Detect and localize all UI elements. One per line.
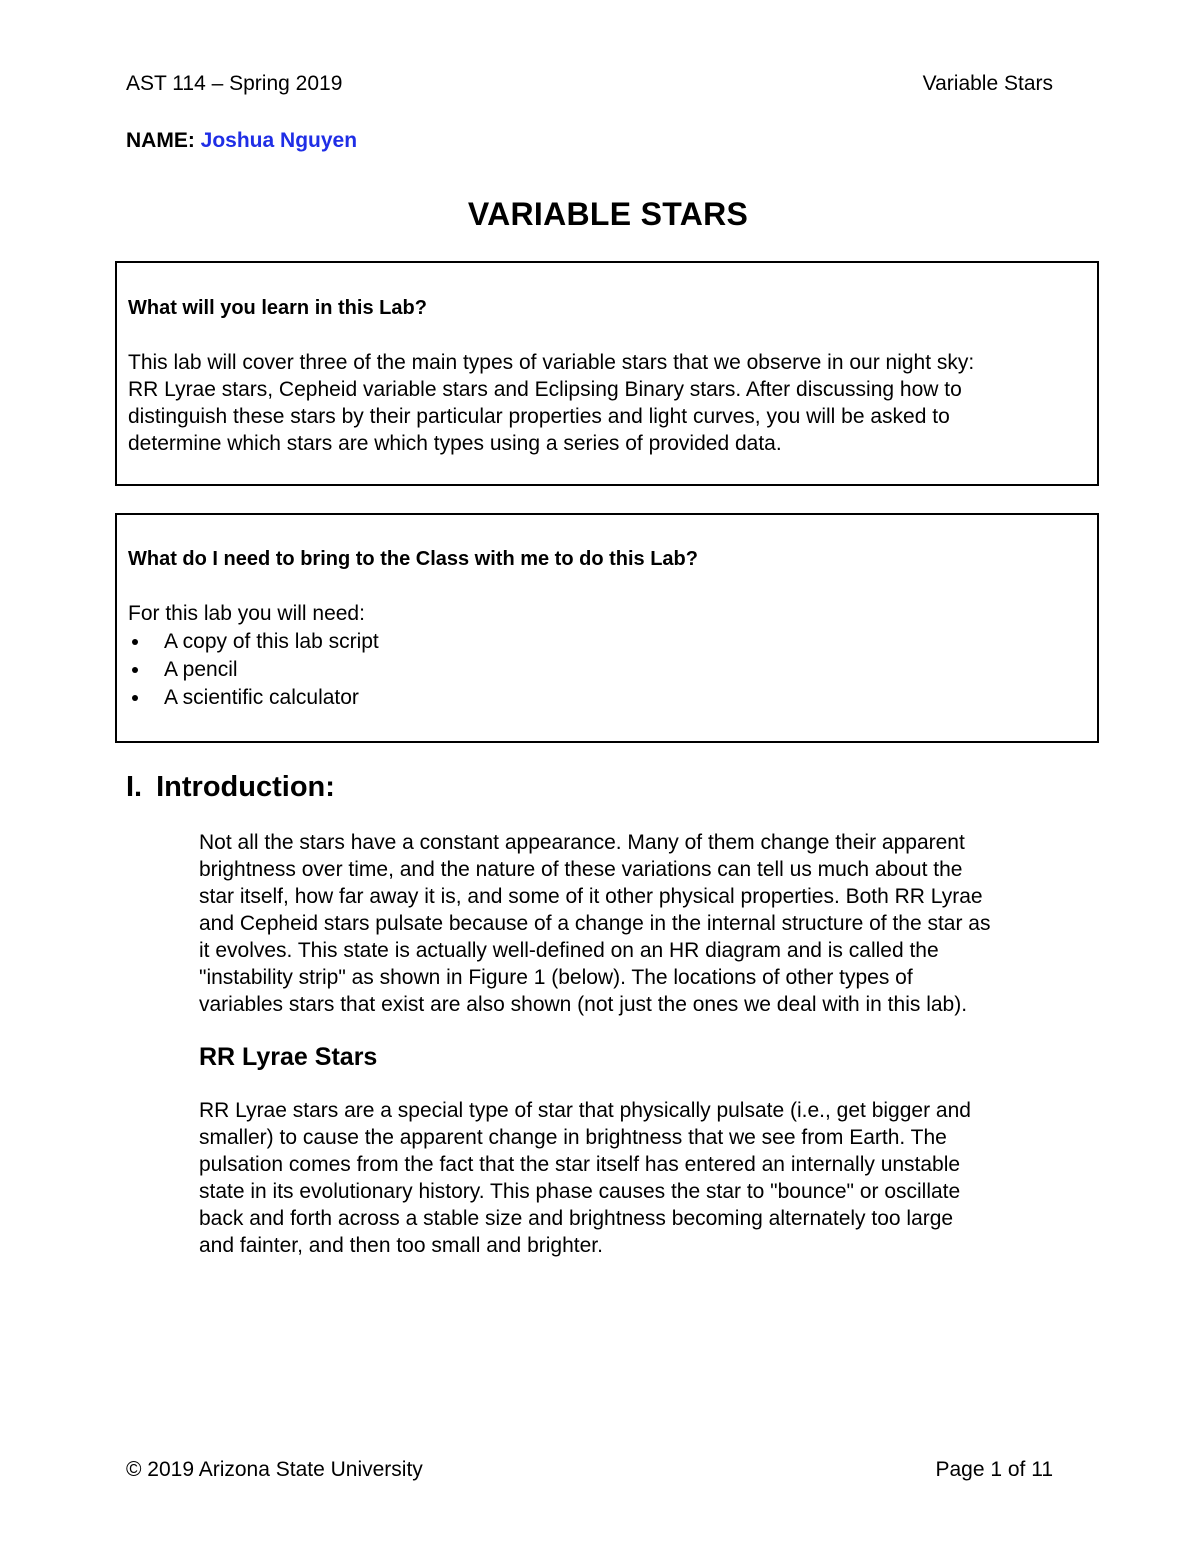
paragraph-line: smaller) to cause the apparent change in brightness that we see from Earth. The — [199, 1126, 947, 1149]
subsection-heading: RR Lyrae Stars — [199, 1043, 378, 1071]
learn-box-text — [128, 349, 1093, 457]
list-item-text: A copy of this lab script — [164, 630, 379, 653]
header-course: AST 114 – Spring 2019 — [126, 72, 343, 95]
paragraph-line: RR Lyrae stars are a special type of star that physically pulsate (i.e., get bigger and — [199, 1099, 971, 1122]
name-value: Joshua Nguyen — [200, 129, 358, 152]
name-line — [126, 128, 357, 154]
paragraph-line: and Cepheid stars pulsate because of a change in the internal structure of the star as — [199, 912, 991, 935]
learn-line: This lab will cover three of the main types of variable stars that we observe in our night sky: — [128, 351, 975, 374]
bullet-icon — [132, 695, 138, 701]
paragraph-line: it evolves. This state is actually well-defined on an HR diagram and is called the — [199, 939, 939, 962]
introduction-paragraph — [199, 829, 1099, 1018]
footer-page-number: Page 1 of 11 — [935, 1458, 1053, 1481]
bring-box-heading: What do I need to bring to the Class with me to do this Lab? — [128, 548, 698, 570]
paragraph-line: star itself, how far away it is, and some of it other physical properties. Both RR Lyrae — [199, 885, 983, 908]
paragraph-line: state in its evolutionary history. This phase causes the star to "bounce" or oscillate — [199, 1180, 961, 1203]
paragraph-line: "instability strip" as shown in Figure 1 (below). The locations of other types of — [199, 966, 913, 989]
bring-box — [115, 513, 1099, 743]
header-topic: Variable Stars — [922, 72, 1053, 95]
footer-copyright: © 2019 Arizona State University — [126, 1458, 423, 1481]
list-item — [128, 628, 379, 656]
section-number: I. — [126, 771, 143, 803]
list-item — [128, 656, 379, 684]
list-item-text: A scientific calculator — [164, 686, 359, 709]
paragraph-line: and fainter, and then too small and brighter. — [199, 1234, 603, 1257]
paragraph-line: brightness over time, and the nature of these variations can tell us much about the — [199, 858, 963, 881]
bullet-icon — [132, 639, 138, 645]
paragraph-line: variables stars that exist are also shown (not just the ones we deal with in this lab). — [199, 993, 968, 1016]
bring-list — [128, 628, 379, 712]
learn-line: distinguish these stars by their particular properties and light curves, you will be asked to — [128, 405, 950, 428]
list-item — [128, 684, 379, 712]
bullet-icon — [132, 667, 138, 673]
bring-box-intro: For this lab you will need: — [128, 602, 365, 625]
paragraph-line: pulsation comes from the fact that the star itself has entered an internally unstable — [199, 1153, 961, 1176]
paragraph-line: Not all the stars have a constant appearance. Many of them change their apparent — [199, 831, 965, 854]
name-label: NAME: — [126, 129, 195, 152]
learn-line: determine which stars are which types using a series of provided data. — [128, 432, 782, 455]
section-title: Introduction: — [156, 771, 335, 803]
document-title: VARIABLE STARS — [467, 196, 749, 232]
section-heading — [126, 768, 335, 806]
learn-line: RR Lyrae stars, Cepheid variable stars and Eclipsing Binary stars. After discussing how to — [128, 378, 962, 401]
learn-box — [115, 261, 1099, 486]
list-item-text: A pencil — [164, 658, 238, 681]
learn-box-heading: What will you learn in this Lab? — [128, 297, 427, 319]
rr-lyrae-paragraph — [199, 1097, 1099, 1259]
paragraph-line: back and forth across a stable size and brightness becoming alternately too large — [199, 1207, 954, 1230]
